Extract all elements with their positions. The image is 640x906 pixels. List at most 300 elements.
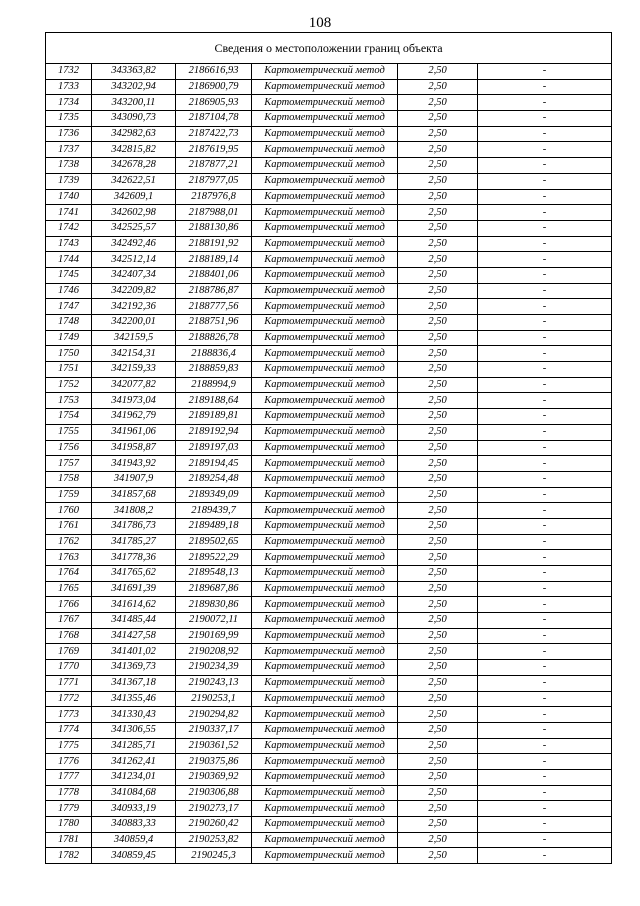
accuracy-cell: 2,50 bbox=[398, 550, 478, 566]
x-coordinate-cell: 342407,34 bbox=[92, 267, 176, 283]
x-coordinate-cell: 341306,55 bbox=[92, 722, 176, 738]
note-cell: - bbox=[478, 315, 612, 331]
y-coordinate-cell: 2186900,79 bbox=[176, 79, 252, 95]
method-cell: Картометрический метод bbox=[252, 126, 398, 142]
x-coordinate-cell: 341943,92 bbox=[92, 456, 176, 472]
table-row bbox=[46, 362, 612, 378]
point-number-cell: 1747 bbox=[46, 299, 92, 315]
x-coordinate-cell: 341691,39 bbox=[92, 581, 176, 597]
note-cell: - bbox=[478, 613, 612, 629]
method-cell: Картометрический метод bbox=[252, 550, 398, 566]
point-number-cell: 1755 bbox=[46, 424, 92, 440]
x-coordinate-cell: 341234,01 bbox=[92, 769, 176, 785]
table-row bbox=[46, 220, 612, 236]
x-coordinate-cell: 341765,62 bbox=[92, 566, 176, 582]
accuracy-cell: 2,50 bbox=[398, 817, 478, 833]
point-number-cell: 1748 bbox=[46, 315, 92, 331]
point-number-cell: 1775 bbox=[46, 738, 92, 754]
accuracy-cell: 2,50 bbox=[398, 393, 478, 409]
table-row bbox=[46, 346, 612, 362]
y-coordinate-cell: 2188826,78 bbox=[176, 330, 252, 346]
x-coordinate-cell: 342602,98 bbox=[92, 205, 176, 221]
x-coordinate-cell: 341907,9 bbox=[92, 471, 176, 487]
point-number-cell: 1746 bbox=[46, 283, 92, 299]
x-coordinate-cell: 341778,36 bbox=[92, 550, 176, 566]
table-row bbox=[46, 785, 612, 801]
method-cell: Картометрический метод bbox=[252, 785, 398, 801]
accuracy-cell: 2,50 bbox=[398, 566, 478, 582]
note-cell: - bbox=[478, 769, 612, 785]
accuracy-cell: 2,50 bbox=[398, 534, 478, 550]
y-coordinate-cell: 2189197,03 bbox=[176, 440, 252, 456]
accuracy-cell: 2,50 bbox=[398, 158, 478, 174]
method-cell: Картометрический метод bbox=[252, 315, 398, 331]
y-coordinate-cell: 2190260,42 bbox=[176, 817, 252, 833]
y-coordinate-cell: 2188859,83 bbox=[176, 362, 252, 378]
method-cell: Картометрический метод bbox=[252, 471, 398, 487]
note-cell: - bbox=[478, 377, 612, 393]
table-row bbox=[46, 613, 612, 629]
x-coordinate-cell: 342609,1 bbox=[92, 189, 176, 205]
y-coordinate-cell: 2187988,01 bbox=[176, 205, 252, 221]
note-cell: - bbox=[478, 205, 612, 221]
x-coordinate-cell: 342622,51 bbox=[92, 173, 176, 189]
x-coordinate-cell: 341973,04 bbox=[92, 393, 176, 409]
accuracy-cell: 2,50 bbox=[398, 597, 478, 613]
note-cell: - bbox=[478, 785, 612, 801]
table-row bbox=[46, 126, 612, 142]
y-coordinate-cell: 2188836,4 bbox=[176, 346, 252, 362]
point-number-cell: 1756 bbox=[46, 440, 92, 456]
method-cell: Картометрический метод bbox=[252, 518, 398, 534]
accuracy-cell: 2,50 bbox=[398, 95, 478, 111]
page-number: 108 bbox=[308, 15, 332, 31]
method-cell: Картометрический метод bbox=[252, 769, 398, 785]
table-row bbox=[46, 377, 612, 393]
y-coordinate-cell: 2190243,13 bbox=[176, 675, 252, 691]
note-cell: - bbox=[478, 267, 612, 283]
table-row bbox=[46, 205, 612, 221]
note-cell: - bbox=[478, 142, 612, 158]
y-coordinate-cell: 2189548,13 bbox=[176, 566, 252, 582]
point-number-cell: 1762 bbox=[46, 534, 92, 550]
point-number-cell: 1767 bbox=[46, 613, 92, 629]
table-row bbox=[46, 675, 612, 691]
method-cell: Картометрический метод bbox=[252, 283, 398, 299]
x-coordinate-cell: 342200,01 bbox=[92, 315, 176, 331]
y-coordinate-cell: 2187422,73 bbox=[176, 126, 252, 142]
point-number-cell: 1778 bbox=[46, 785, 92, 801]
accuracy-cell: 2,50 bbox=[398, 613, 478, 629]
point-number-cell: 1758 bbox=[46, 471, 92, 487]
note-cell: - bbox=[478, 581, 612, 597]
x-coordinate-cell: 341958,87 bbox=[92, 440, 176, 456]
x-coordinate-cell: 341962,79 bbox=[92, 409, 176, 425]
point-number-cell: 1772 bbox=[46, 691, 92, 707]
note-cell: - bbox=[478, 220, 612, 236]
point-number-cell: 1776 bbox=[46, 754, 92, 770]
table-row bbox=[46, 142, 612, 158]
accuracy-cell: 2,50 bbox=[398, 79, 478, 95]
y-coordinate-cell: 2190208,92 bbox=[176, 644, 252, 660]
method-cell: Картометрический метод bbox=[252, 613, 398, 629]
table-row bbox=[46, 79, 612, 95]
method-cell: Картометрический метод bbox=[252, 220, 398, 236]
point-number-cell: 1753 bbox=[46, 393, 92, 409]
accuracy-cell: 2,50 bbox=[398, 738, 478, 754]
accuracy-cell: 2,50 bbox=[398, 205, 478, 221]
x-coordinate-cell: 341330,43 bbox=[92, 707, 176, 723]
y-coordinate-cell: 2190306,88 bbox=[176, 785, 252, 801]
method-cell: Картометрический метод bbox=[252, 142, 398, 158]
y-coordinate-cell: 2189192,94 bbox=[176, 424, 252, 440]
note-cell: - bbox=[478, 566, 612, 582]
point-number-cell: 1770 bbox=[46, 660, 92, 676]
x-coordinate-cell: 342492,46 bbox=[92, 236, 176, 252]
y-coordinate-cell: 2190169,99 bbox=[176, 628, 252, 644]
y-coordinate-cell: 2189349,09 bbox=[176, 487, 252, 503]
x-coordinate-cell: 341485,44 bbox=[92, 613, 176, 629]
point-number-cell: 1739 bbox=[46, 173, 92, 189]
method-cell: Картометрический метод bbox=[252, 848, 398, 864]
x-coordinate-cell: 340859,4 bbox=[92, 832, 176, 848]
y-coordinate-cell: 2189502,65 bbox=[176, 534, 252, 550]
point-number-cell: 1745 bbox=[46, 267, 92, 283]
method-cell: Картометрический метод bbox=[252, 64, 398, 80]
accuracy-cell: 2,50 bbox=[398, 126, 478, 142]
table-row bbox=[46, 660, 612, 676]
method-cell: Картометрический метод bbox=[252, 267, 398, 283]
y-coordinate-cell: 2190375,86 bbox=[176, 754, 252, 770]
x-coordinate-cell: 342982,63 bbox=[92, 126, 176, 142]
method-cell: Картометрический метод bbox=[252, 377, 398, 393]
table-row bbox=[46, 738, 612, 754]
point-number-cell: 1766 bbox=[46, 597, 92, 613]
table-row bbox=[46, 236, 612, 252]
x-coordinate-cell: 341401,02 bbox=[92, 644, 176, 660]
method-cell: Картометрический метод bbox=[252, 660, 398, 676]
point-number-cell: 1733 bbox=[46, 79, 92, 95]
method-cell: Картометрический метод bbox=[252, 832, 398, 848]
method-cell: Картометрический метод bbox=[252, 628, 398, 644]
table-row bbox=[46, 769, 612, 785]
y-coordinate-cell: 2187976,8 bbox=[176, 189, 252, 205]
point-number-cell: 1769 bbox=[46, 644, 92, 660]
table-row bbox=[46, 597, 612, 613]
method-cell: Картометрический метод bbox=[252, 189, 398, 205]
note-cell: - bbox=[478, 707, 612, 723]
x-coordinate-cell: 341084,68 bbox=[92, 785, 176, 801]
accuracy-cell: 2,50 bbox=[398, 769, 478, 785]
accuracy-cell: 2,50 bbox=[398, 330, 478, 346]
note-cell: - bbox=[478, 95, 612, 111]
y-coordinate-cell: 2189522,29 bbox=[176, 550, 252, 566]
y-coordinate-cell: 2188994,9 bbox=[176, 377, 252, 393]
accuracy-cell: 2,50 bbox=[398, 691, 478, 707]
table-row bbox=[46, 644, 612, 660]
note-cell: - bbox=[478, 628, 612, 644]
note-cell: - bbox=[478, 722, 612, 738]
method-cell: Картометрический метод bbox=[252, 409, 398, 425]
x-coordinate-cell: 342815,82 bbox=[92, 142, 176, 158]
table-row bbox=[46, 158, 612, 174]
table-row bbox=[46, 566, 612, 582]
accuracy-cell: 2,50 bbox=[398, 848, 478, 864]
method-cell: Картометрический метод bbox=[252, 158, 398, 174]
point-number-cell: 1740 bbox=[46, 189, 92, 205]
accuracy-cell: 2,50 bbox=[398, 440, 478, 456]
note-cell: - bbox=[478, 189, 612, 205]
note-cell: - bbox=[478, 409, 612, 425]
accuracy-cell: 2,50 bbox=[398, 64, 478, 80]
note-cell: - bbox=[478, 518, 612, 534]
note-cell: - bbox=[478, 597, 612, 613]
point-number-cell: 1761 bbox=[46, 518, 92, 534]
table-row bbox=[46, 487, 612, 503]
x-coordinate-cell: 343363,82 bbox=[92, 64, 176, 80]
boundary-coordinates-table bbox=[45, 32, 612, 864]
x-coordinate-cell: 341786,73 bbox=[92, 518, 176, 534]
y-coordinate-cell: 2187877,21 bbox=[176, 158, 252, 174]
point-number-cell: 1759 bbox=[46, 487, 92, 503]
point-number-cell: 1732 bbox=[46, 64, 92, 80]
accuracy-cell: 2,50 bbox=[398, 299, 478, 315]
y-coordinate-cell: 2187619,95 bbox=[176, 142, 252, 158]
y-coordinate-cell: 2190245,3 bbox=[176, 848, 252, 864]
note-cell: - bbox=[478, 158, 612, 174]
x-coordinate-cell: 341427,58 bbox=[92, 628, 176, 644]
y-coordinate-cell: 2190234,39 bbox=[176, 660, 252, 676]
method-cell: Картометрический метод bbox=[252, 487, 398, 503]
accuracy-cell: 2,50 bbox=[398, 189, 478, 205]
method-cell: Картометрический метод bbox=[252, 738, 398, 754]
point-number-cell: 1774 bbox=[46, 722, 92, 738]
accuracy-cell: 2,50 bbox=[398, 628, 478, 644]
x-coordinate-cell: 342192,36 bbox=[92, 299, 176, 315]
accuracy-cell: 2,50 bbox=[398, 581, 478, 597]
method-cell: Картометрический метод bbox=[252, 424, 398, 440]
method-cell: Картометрический метод bbox=[252, 95, 398, 111]
y-coordinate-cell: 2190253,82 bbox=[176, 832, 252, 848]
accuracy-cell: 2,50 bbox=[398, 252, 478, 268]
accuracy-cell: 2,50 bbox=[398, 142, 478, 158]
y-coordinate-cell: 2189254,48 bbox=[176, 471, 252, 487]
method-cell: Картометрический метод bbox=[252, 534, 398, 550]
accuracy-cell: 2,50 bbox=[398, 518, 478, 534]
method-cell: Картометрический метод bbox=[252, 722, 398, 738]
note-cell: - bbox=[478, 471, 612, 487]
accuracy-cell: 2,50 bbox=[398, 377, 478, 393]
point-number-cell: 1744 bbox=[46, 252, 92, 268]
method-cell: Картометрический метод bbox=[252, 111, 398, 127]
table-row bbox=[46, 283, 612, 299]
point-number-cell: 1734 bbox=[46, 95, 92, 111]
note-cell: - bbox=[478, 644, 612, 660]
y-coordinate-cell: 2189189,81 bbox=[176, 409, 252, 425]
note-cell: - bbox=[478, 111, 612, 127]
method-cell: Картометрический метод bbox=[252, 173, 398, 189]
y-coordinate-cell: 2190253,1 bbox=[176, 691, 252, 707]
method-cell: Картометрический метод bbox=[252, 754, 398, 770]
x-coordinate-cell: 341355,46 bbox=[92, 691, 176, 707]
accuracy-cell: 2,50 bbox=[398, 409, 478, 425]
accuracy-cell: 2,50 bbox=[398, 362, 478, 378]
table-row bbox=[46, 456, 612, 472]
y-coordinate-cell: 2187104,78 bbox=[176, 111, 252, 127]
point-number-cell: 1777 bbox=[46, 769, 92, 785]
y-coordinate-cell: 2190072,11 bbox=[176, 613, 252, 629]
table-row bbox=[46, 252, 612, 268]
note-cell: - bbox=[478, 832, 612, 848]
point-number-cell: 1781 bbox=[46, 832, 92, 848]
accuracy-cell: 2,50 bbox=[398, 220, 478, 236]
method-cell: Картометрический метод bbox=[252, 456, 398, 472]
method-cell: Картометрический метод bbox=[252, 252, 398, 268]
note-cell: - bbox=[478, 738, 612, 754]
table-row bbox=[46, 817, 612, 833]
accuracy-cell: 2,50 bbox=[398, 707, 478, 723]
accuracy-cell: 2,50 bbox=[398, 754, 478, 770]
table-row bbox=[46, 628, 612, 644]
note-cell: - bbox=[478, 79, 612, 95]
note-cell: - bbox=[478, 817, 612, 833]
table-row bbox=[46, 424, 612, 440]
x-coordinate-cell: 340859,45 bbox=[92, 848, 176, 864]
accuracy-cell: 2,50 bbox=[398, 173, 478, 189]
point-number-cell: 1771 bbox=[46, 675, 92, 691]
note-cell: - bbox=[478, 660, 612, 676]
point-number-cell: 1743 bbox=[46, 236, 92, 252]
method-cell: Картометрический метод bbox=[252, 346, 398, 362]
point-number-cell: 1751 bbox=[46, 362, 92, 378]
point-number-cell: 1735 bbox=[46, 111, 92, 127]
note-cell: - bbox=[478, 550, 612, 566]
method-cell: Картометрический метод bbox=[252, 581, 398, 597]
accuracy-cell: 2,50 bbox=[398, 471, 478, 487]
note-cell: - bbox=[478, 487, 612, 503]
method-cell: Картометрический метод bbox=[252, 299, 398, 315]
table-row bbox=[46, 299, 612, 315]
y-coordinate-cell: 2188130,86 bbox=[176, 220, 252, 236]
table-row bbox=[46, 173, 612, 189]
method-cell: Картометрический метод bbox=[252, 691, 398, 707]
method-cell: Картометрический метод bbox=[252, 707, 398, 723]
table-row bbox=[46, 754, 612, 770]
y-coordinate-cell: 2188751,96 bbox=[176, 315, 252, 331]
x-coordinate-cell: 342159,5 bbox=[92, 330, 176, 346]
x-coordinate-cell: 341367,18 bbox=[92, 675, 176, 691]
method-cell: Картометрический метод bbox=[252, 205, 398, 221]
method-cell: Картометрический метод bbox=[252, 393, 398, 409]
table-row bbox=[46, 550, 612, 566]
table-row bbox=[46, 722, 612, 738]
method-cell: Картометрический метод bbox=[252, 330, 398, 346]
note-cell: - bbox=[478, 236, 612, 252]
table-row bbox=[46, 267, 612, 283]
accuracy-cell: 2,50 bbox=[398, 722, 478, 738]
method-cell: Картометрический метод bbox=[252, 79, 398, 95]
x-coordinate-cell: 342077,82 bbox=[92, 377, 176, 393]
x-coordinate-cell: 342678,28 bbox=[92, 158, 176, 174]
table-row bbox=[46, 848, 612, 864]
method-cell: Картометрический метод bbox=[252, 236, 398, 252]
point-number-cell: 1737 bbox=[46, 142, 92, 158]
accuracy-cell: 2,50 bbox=[398, 346, 478, 362]
point-number-cell: 1765 bbox=[46, 581, 92, 597]
y-coordinate-cell: 2188786,87 bbox=[176, 283, 252, 299]
method-cell: Картометрический метод bbox=[252, 362, 398, 378]
note-cell: - bbox=[478, 801, 612, 817]
table-header: Сведения о местоположении границ объекта bbox=[46, 33, 612, 64]
point-number-cell: 1750 bbox=[46, 346, 92, 362]
x-coordinate-cell: 343200,11 bbox=[92, 95, 176, 111]
y-coordinate-cell: 2190369,92 bbox=[176, 769, 252, 785]
y-coordinate-cell: 2187977,05 bbox=[176, 173, 252, 189]
point-number-cell: 1768 bbox=[46, 628, 92, 644]
point-number-cell: 1764 bbox=[46, 566, 92, 582]
x-coordinate-cell: 341785,27 bbox=[92, 534, 176, 550]
x-coordinate-cell: 340933,19 bbox=[92, 801, 176, 817]
method-cell: Картометрический метод bbox=[252, 644, 398, 660]
table-header-row bbox=[46, 33, 612, 64]
accuracy-cell: 2,50 bbox=[398, 424, 478, 440]
method-cell: Картометрический метод bbox=[252, 597, 398, 613]
x-coordinate-cell: 341961,06 bbox=[92, 424, 176, 440]
y-coordinate-cell: 2190337,17 bbox=[176, 722, 252, 738]
table-row bbox=[46, 534, 612, 550]
x-coordinate-cell: 341614,62 bbox=[92, 597, 176, 613]
accuracy-cell: 2,50 bbox=[398, 111, 478, 127]
y-coordinate-cell: 2189687,86 bbox=[176, 581, 252, 597]
table-row bbox=[46, 518, 612, 534]
accuracy-cell: 2,50 bbox=[398, 675, 478, 691]
x-coordinate-cell: 342209,82 bbox=[92, 283, 176, 299]
note-cell: - bbox=[478, 440, 612, 456]
y-coordinate-cell: 2188401,06 bbox=[176, 267, 252, 283]
accuracy-cell: 2,50 bbox=[398, 283, 478, 299]
y-coordinate-cell: 2186616,93 bbox=[176, 64, 252, 80]
y-coordinate-cell: 2188777,56 bbox=[176, 299, 252, 315]
method-cell: Картометрический метод bbox=[252, 801, 398, 817]
table-row bbox=[46, 581, 612, 597]
note-cell: - bbox=[478, 691, 612, 707]
x-coordinate-cell: 340883,33 bbox=[92, 817, 176, 833]
table-row bbox=[46, 111, 612, 127]
accuracy-cell: 2,50 bbox=[398, 832, 478, 848]
x-coordinate-cell: 341369,73 bbox=[92, 660, 176, 676]
y-coordinate-cell: 2189830,86 bbox=[176, 597, 252, 613]
note-cell: - bbox=[478, 534, 612, 550]
x-coordinate-cell: 341262,41 bbox=[92, 754, 176, 770]
accuracy-cell: 2,50 bbox=[398, 801, 478, 817]
note-cell: - bbox=[478, 754, 612, 770]
note-cell: - bbox=[478, 173, 612, 189]
accuracy-cell: 2,50 bbox=[398, 315, 478, 331]
x-coordinate-cell: 341285,71 bbox=[92, 738, 176, 754]
point-number-cell: 1749 bbox=[46, 330, 92, 346]
table-row bbox=[46, 95, 612, 111]
note-cell: - bbox=[478, 346, 612, 362]
table-row bbox=[46, 691, 612, 707]
point-number-cell: 1757 bbox=[46, 456, 92, 472]
accuracy-cell: 2,50 bbox=[398, 785, 478, 801]
point-number-cell: 1741 bbox=[46, 205, 92, 221]
table-row bbox=[46, 707, 612, 723]
note-cell: - bbox=[478, 424, 612, 440]
x-coordinate-cell: 342159,33 bbox=[92, 362, 176, 378]
y-coordinate-cell: 2190294,82 bbox=[176, 707, 252, 723]
note-cell: - bbox=[478, 283, 612, 299]
